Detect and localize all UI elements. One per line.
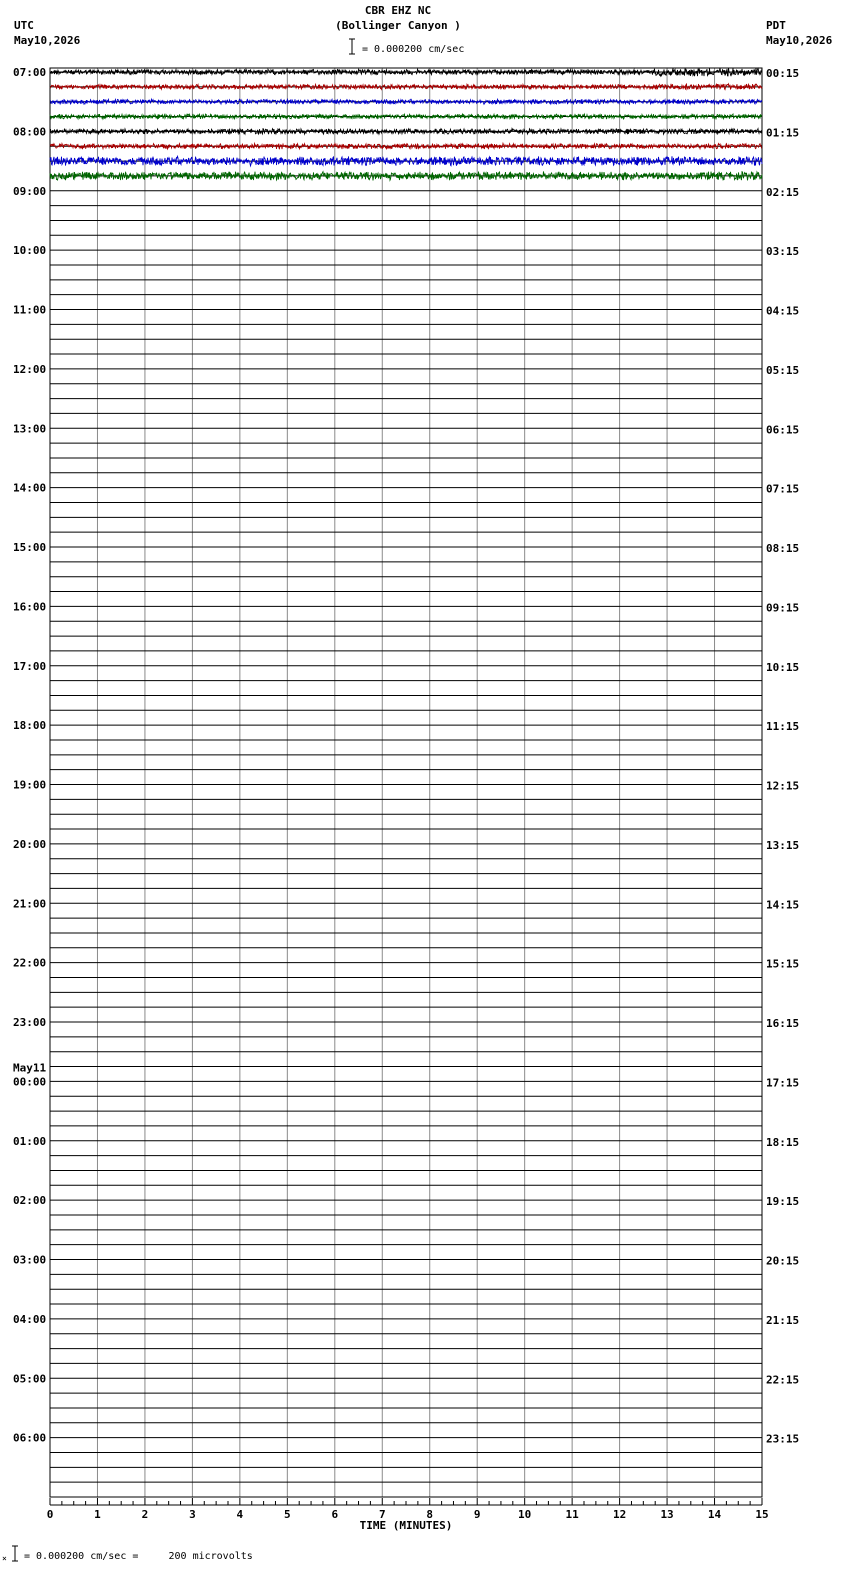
seismic-trace [50,171,762,180]
x-tick-label: 6 [331,1508,339,1521]
utc-hour-label: 08:00 [13,125,47,139]
pdt-hour-label: 02:15 [766,185,800,199]
pdt-hour-label: 06:15 [766,423,800,437]
x-tick-label: 9 [473,1508,481,1521]
pdt-hour-label: 04:15 [766,304,800,318]
x-tick-label: 5 [284,1508,291,1521]
pdt-hour-label: 11:15 [766,720,800,734]
pdt-hour-label: 05:15 [766,363,800,377]
right-timezone: PDT [766,19,786,32]
left-timezone: UTC [14,19,34,32]
pdt-hour-label: 16:15 [766,1017,800,1030]
pdt-hour-label: 10:15 [766,660,800,674]
footer-scale-bar-icon [11,1545,19,1563]
utc-hour-label: 02:00 [13,1194,47,1208]
pdt-hour-label: 20:15 [766,1254,800,1268]
utc-hour-label: 06:00 [13,1431,47,1445]
x-tick-label: 15 [755,1508,769,1521]
station-location: (Bollinger Canyon ) [335,19,461,32]
pdt-hour-label: 00:15 [766,67,800,80]
pdt-hour-label: 08:15 [766,542,800,555]
utc-hour-label: 20:00 [13,837,47,851]
seismic-trace [50,129,762,135]
pdt-hour-label: 22:15 [766,1373,800,1387]
utc-hour-label: 00:00 [13,1075,47,1089]
utc-hour-label: 19:00 [13,778,47,792]
seismic-trace [50,114,762,119]
pdt-hour-label: 01:15 [766,126,800,140]
utc-hour-label: 03:00 [13,1253,47,1267]
seismic-trace [50,68,762,76]
utc-hour-label: 11:00 [13,303,47,317]
pdt-hour-label: 15:15 [766,957,800,971]
footer-scale-marker: × [2,1554,7,1563]
utc-hour-label: 22:00 [13,956,47,970]
x-tick-label: 11 [565,1508,579,1521]
x-tick-label: 14 [707,1508,722,1521]
scale-legend: = 0.000200 cm/sec [362,44,465,55]
utc-hour-label: 15:00 [13,541,47,554]
x-axis-title: TIME (MINUTES) [359,1519,453,1532]
utc-hour-label: 09:00 [13,184,47,198]
x-tick-label: 8 [426,1508,434,1521]
pdt-hour-label: 19:15 [766,1195,800,1209]
x-tick-label: 4 [236,1508,244,1521]
pdt-hour-label: 13:15 [766,838,800,852]
footer-scale-legend: = 0.000200 cm/sec = 200 microvolts [24,1551,253,1562]
station-title: CBR EHZ NC [364,4,432,17]
left-date: May10,2026 [14,34,81,47]
right-date: May10,2026 [766,34,833,47]
x-tick-label: 3 [189,1508,196,1521]
plot-frame [50,68,762,1497]
pdt-hour-label: 09:15 [766,601,800,615]
utc-hour-label: 13:00 [13,422,47,436]
utc-hour-label: 23:00 [13,1016,47,1029]
seismic-trace [50,143,762,149]
utc-hour-label: 10:00 [13,244,47,258]
utc-hour-label: 01:00 [13,1134,47,1148]
pdt-hour-label: 12:15 [766,779,800,793]
x-tick-label: 2 [141,1508,149,1521]
x-tick-label: 13 [660,1508,674,1521]
x-tick-label: 7 [378,1508,386,1521]
utc-hour-label: 14:00 [13,481,47,495]
pdt-hour-label: 17:15 [766,1076,800,1090]
seismic-trace [50,99,762,104]
utc-hour-label: 05:00 [13,1372,47,1386]
utc-hour-label: 17:00 [13,659,47,673]
pdt-hour-label: 23:15 [766,1432,800,1446]
x-tick-label: 0 [46,1508,54,1521]
pdt-hour-label: 03:15 [766,245,800,259]
x-tick-label: 1 [94,1508,101,1521]
utc-hour-label: 07:00 [13,66,47,79]
pdt-hour-label: 18:15 [766,1135,800,1149]
pdt-hour-label: 07:15 [766,482,800,496]
pdt-hour-label: 14:15 [766,898,800,912]
x-tick-label: 12 [612,1508,627,1521]
seismic-trace [50,84,762,90]
utc-hour-label: 18:00 [13,719,47,733]
utc-hour-label: 04:00 [13,1312,47,1326]
pdt-hour-label: 21:15 [766,1313,800,1327]
utc-hour-label: 16:00 [13,600,47,614]
x-tick-label: 10 [518,1508,532,1521]
date-change-label: May11 [13,1061,47,1075]
utc-hour-label: 12:00 [13,362,47,376]
utc-hour-label: 21:00 [13,897,47,911]
